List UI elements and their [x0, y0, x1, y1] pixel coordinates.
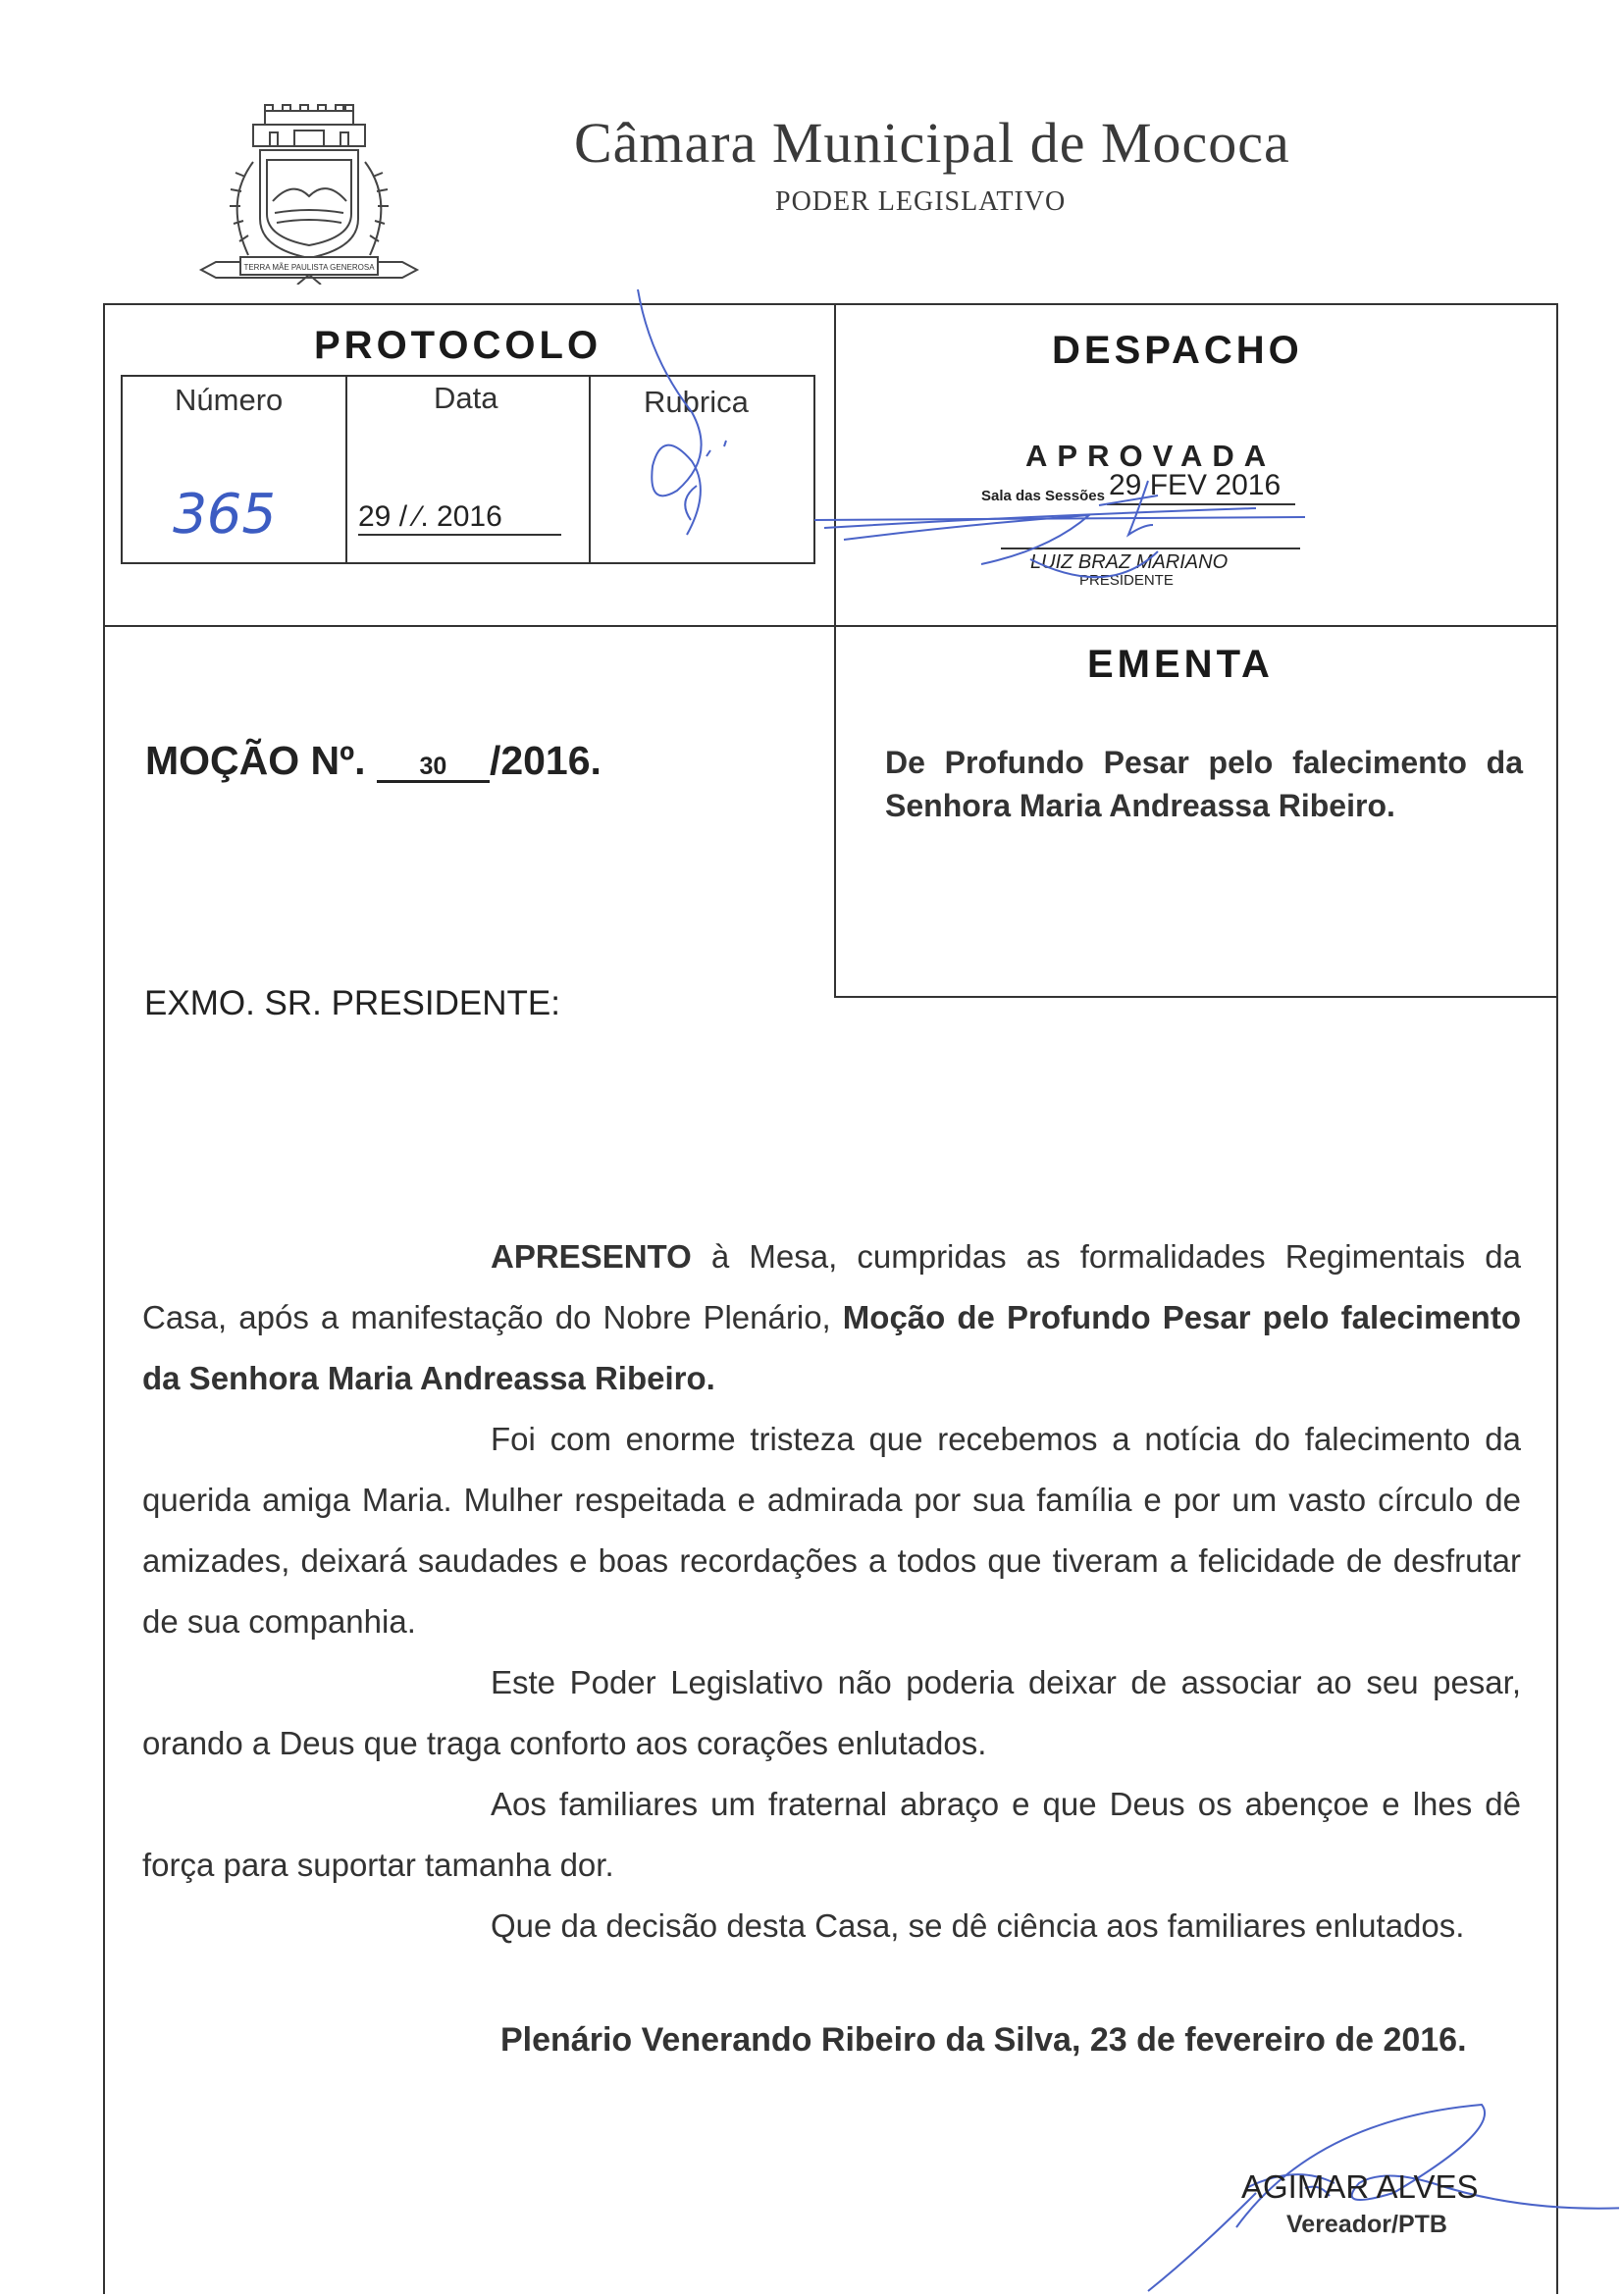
- body-paragraph-3: Este Poder Legislativo não poderia deixar de associar ao seu pesar, orando a Deus que traga conforto aos corações enlutados.: [142, 1664, 1521, 1761]
- protocolo-data-value: 29 / ⁄. 2016: [358, 500, 561, 536]
- ementa-text: De Profundo Pesar pelo falecimento da Senhora Maria Andreassa Ribeiro.: [885, 745, 1523, 823]
- protocolo-numero-value: 365: [166, 483, 283, 547]
- president-signature: [805, 461, 1315, 599]
- protocolo-rubrica-header: Rubrica: [644, 385, 749, 419]
- body-paragraph-4: Aos familiares um fraternal abraço e que Deus os abençoe e lhes dê força para suportar tamanha dor.: [142, 1786, 1521, 1883]
- protocolo-numero-header: Número: [175, 383, 284, 417]
- body-lead: APRESENTO: [491, 1238, 692, 1275]
- body-paragraph-1: [142, 1226, 1521, 1409]
- body-paragraph-5: Que da decisão desta Casa, se dê ciência aos familiares enlutados.: [491, 1907, 1465, 1944]
- crest-motto: TERRA MÃE PAULISTA GENEROSA: [243, 263, 375, 272]
- mocao-suffix: /2016.: [489, 738, 602, 783]
- stamp-date: 29 FEV 2016: [1109, 469, 1282, 501]
- stamp-name: LUIZ BRAZ MARIANO: [1030, 551, 1229, 573]
- organization-subtitle: PODER LEGISLATIVO: [775, 186, 1067, 217]
- ementa-heading: EMENTA: [1087, 643, 1274, 686]
- stamp-role: PRESIDENTE: [1079, 572, 1174, 589]
- rubrica-signature: [579, 280, 775, 574]
- municipal-crest-logo: [196, 103, 422, 285]
- addressee: EXMO. SR. PRESIDENTE:: [144, 984, 560, 1022]
- body-p1-text: à Mesa, cumpridas as formalidades Regimentais da Casa, após a manifestação do Nobre Plenário,: [142, 1238, 1521, 1335]
- protocolo-heading: PROTOCOLO: [314, 324, 602, 367]
- closing-line: Plenário Venerando Ribeiro da Silva, 23 de fevereiro de 2016.: [500, 2021, 1467, 2059]
- mocao-prefix: MOÇÃO Nº.: [145, 738, 366, 783]
- mocao-number: 30: [377, 753, 490, 783]
- stamp-status: APROVADA: [1025, 439, 1277, 473]
- organization-name: Câmara Municipal de Mococa: [574, 111, 1290, 175]
- signer-name: AGIMAR ALVES: [1241, 2168, 1479, 2205]
- motion-body: [142, 1226, 1521, 1957]
- signer-role: Vereador/PTB: [1286, 2211, 1447, 2238]
- body-p1-bold: Moção de Profundo Pesar pelo falecimento da Senhora Maria Andreassa Ribeiro.: [142, 1299, 1521, 1396]
- mocao-title: [145, 738, 602, 784]
- protocolo-data-header: Data: [434, 381, 498, 415]
- stamp-session-label: Sala das Sessões: [981, 488, 1105, 504]
- body-paragraph-2: Foi com enorme tristeza que recebemos a notícia do falecimento da querida amiga Maria. Mulher respeitada e admirada por sua família e por um vasto círculo de amizades, deixará saudades e boas recordações a todos que tiveram a felicidade de desfrutar de sua companhia.: [142, 1421, 1521, 1640]
- despacho-heading: DESPACHO: [1052, 329, 1303, 372]
